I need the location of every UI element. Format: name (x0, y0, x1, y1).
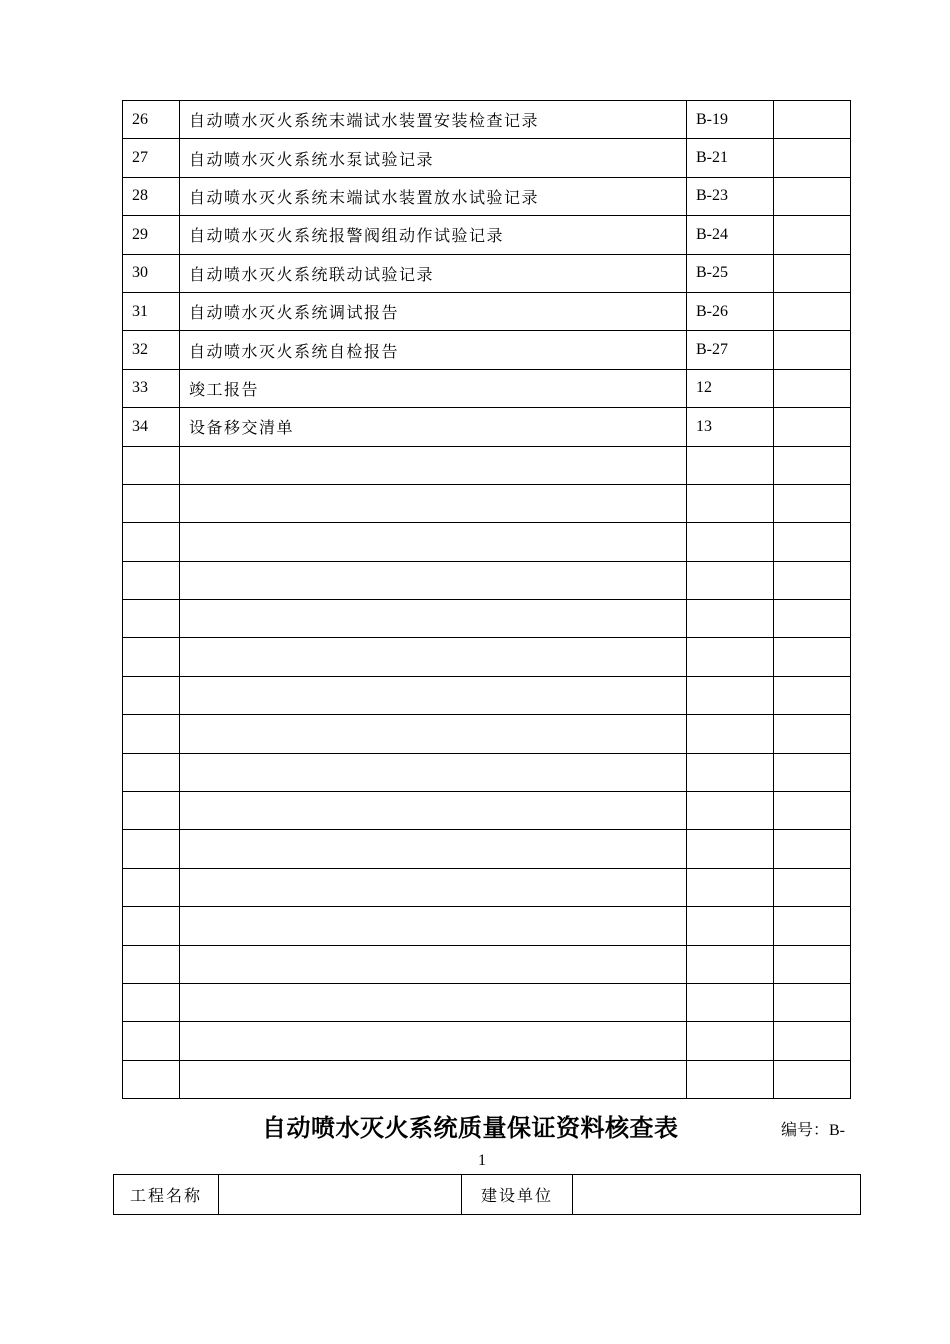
row-number-cell (123, 676, 180, 714)
row-code-cell (687, 792, 774, 830)
row-name-cell: 自动喷水灭火系统调试报告 (180, 292, 687, 330)
table-row (123, 945, 851, 983)
row-code-cell: B-24 (687, 216, 774, 254)
row-note-cell (774, 1022, 851, 1060)
table-row (123, 561, 851, 599)
row-code-cell: B-25 (687, 254, 774, 292)
row-number-cell (123, 715, 180, 753)
row-number-cell: 32 (123, 331, 180, 369)
row-number-cell (123, 907, 180, 945)
row-note-cell (774, 1060, 851, 1098)
row-note-cell (774, 292, 851, 330)
table-row (123, 1022, 851, 1060)
table-row (123, 792, 851, 830)
row-number-cell (123, 753, 180, 791)
table-row (123, 753, 851, 791)
row-name-cell (180, 561, 687, 599)
document-list-table (122, 100, 851, 1099)
row-number-cell (123, 1060, 180, 1098)
row-code-cell (687, 1060, 774, 1098)
row-code-cell (687, 945, 774, 983)
row-number-cell (123, 484, 180, 522)
row-number-cell: 34 (123, 408, 180, 446)
row-note-cell (774, 101, 851, 139)
table-row (123, 1060, 851, 1098)
row-code-cell (687, 907, 774, 945)
row-note-cell (774, 254, 851, 292)
table-row (123, 369, 851, 407)
row-name-cell (180, 907, 687, 945)
row-code-cell (687, 830, 774, 868)
row-number-cell: 31 (123, 292, 180, 330)
row-name-cell (180, 792, 687, 830)
row-note-cell (774, 484, 851, 522)
row-code-cell: 12 (687, 369, 774, 407)
table-row (123, 177, 851, 215)
table-row (123, 676, 851, 714)
table-row (123, 216, 851, 254)
row-note-cell (774, 907, 851, 945)
row-note-cell (774, 369, 851, 407)
table-row (123, 446, 851, 484)
row-number-cell (123, 830, 180, 868)
row-number-cell (123, 945, 180, 983)
table-row (123, 830, 851, 868)
row-code-cell: B-23 (687, 177, 774, 215)
row-code-cell (687, 868, 774, 906)
row-name-cell (180, 446, 687, 484)
row-code-cell (687, 1022, 774, 1060)
row-name-cell (180, 1022, 687, 1060)
row-number-cell: 28 (123, 177, 180, 215)
row-code-cell (687, 600, 774, 638)
table-row (123, 983, 851, 1021)
row-note-cell (774, 792, 851, 830)
table-row (123, 139, 851, 177)
table-row (123, 523, 851, 561)
row-code-cell (687, 753, 774, 791)
row-code-cell (687, 715, 774, 753)
row-note-cell (774, 830, 851, 868)
form-code-label: 编号：B- (781, 1122, 846, 1139)
table-row (123, 907, 851, 945)
row-number-cell (123, 792, 180, 830)
row-number-cell (123, 561, 180, 599)
row-name-cell (180, 945, 687, 983)
row-code-cell (687, 446, 774, 484)
row-note-cell (774, 446, 851, 484)
construction-unit-value[interactable] (573, 1175, 861, 1215)
row-name-cell (180, 484, 687, 522)
row-code-cell (687, 523, 774, 561)
row-name-cell: 自动喷水灭火系统自检报告 (180, 331, 687, 369)
row-number-cell (123, 983, 180, 1021)
row-name-cell: 自动喷水灭火系统末端试水装置放水试验记录 (180, 177, 687, 215)
row-note-cell (774, 753, 851, 791)
row-name-cell: 自动喷水灭火系统末端试水装置安装检查记录 (180, 101, 687, 139)
row-note-cell (774, 983, 851, 1021)
row-number-cell (123, 1022, 180, 1060)
row-note-cell (774, 945, 851, 983)
row-name-cell (180, 638, 687, 676)
row-code-cell (687, 983, 774, 1021)
row-note-cell (774, 408, 851, 446)
table-row (123, 638, 851, 676)
row-number-cell (123, 638, 180, 676)
row-name-cell: 自动喷水灭火系统联动试验记录 (180, 254, 687, 292)
row-name-cell (180, 600, 687, 638)
row-number-cell (123, 523, 180, 561)
row-number-cell: 26 (123, 101, 180, 139)
row-name-cell: 竣工报告 (180, 369, 687, 407)
row-name-cell: 自动喷水灭火系统报警阀组动作试验记录 (180, 216, 687, 254)
construction-unit-label: 建设单位 (462, 1175, 573, 1215)
row-name-cell (180, 715, 687, 753)
row-note-cell (774, 216, 851, 254)
row-code-cell (687, 638, 774, 676)
row-code-cell (687, 561, 774, 599)
row-code-cell: 13 (687, 408, 774, 446)
project-info-row (114, 1175, 861, 1215)
row-note-cell (774, 139, 851, 177)
row-number-cell: 29 (123, 216, 180, 254)
table-row (123, 600, 851, 638)
row-number-cell (123, 600, 180, 638)
table-row (123, 101, 851, 139)
row-note-cell (774, 638, 851, 676)
row-name-cell (180, 983, 687, 1021)
row-note-cell (774, 676, 851, 714)
row-note-cell (774, 523, 851, 561)
row-name-cell: 设备移交清单 (180, 408, 687, 446)
form-title: 自动喷水灭火系统质量保证资料核查表 (262, 1114, 679, 1142)
project-name-label: 工程名称 (114, 1175, 219, 1215)
row-name-cell (180, 830, 687, 868)
table-row (123, 868, 851, 906)
row-number-cell (123, 446, 180, 484)
table-row (123, 408, 851, 446)
table-row (123, 715, 851, 753)
row-name-cell (180, 753, 687, 791)
row-number-cell (123, 868, 180, 906)
row-number-cell: 27 (123, 139, 180, 177)
row-code-cell: B-27 (687, 331, 774, 369)
row-note-cell (774, 561, 851, 599)
row-code-cell (687, 676, 774, 714)
project-name-value[interactable] (219, 1175, 462, 1215)
row-note-cell (774, 177, 851, 215)
row-note-cell (774, 868, 851, 906)
row-code-cell: B-21 (687, 139, 774, 177)
row-note-cell (774, 715, 851, 753)
row-code-cell (687, 484, 774, 522)
page-number: 1 (478, 1152, 486, 1169)
table-row (123, 331, 851, 369)
row-number-cell: 33 (123, 369, 180, 407)
row-code-cell: B-26 (687, 292, 774, 330)
row-number-cell: 30 (123, 254, 180, 292)
row-name-cell (180, 868, 687, 906)
row-code-cell: B-19 (687, 101, 774, 139)
row-name-cell (180, 1060, 687, 1098)
table-row (123, 484, 851, 522)
project-info-table (113, 1174, 861, 1215)
row-note-cell (774, 600, 851, 638)
row-name-cell (180, 676, 687, 714)
row-note-cell (774, 331, 851, 369)
row-name-cell (180, 523, 687, 561)
row-name-cell: 自动喷水灭火系统水泵试验记录 (180, 139, 687, 177)
table-row (123, 254, 851, 292)
table-row (123, 292, 851, 330)
